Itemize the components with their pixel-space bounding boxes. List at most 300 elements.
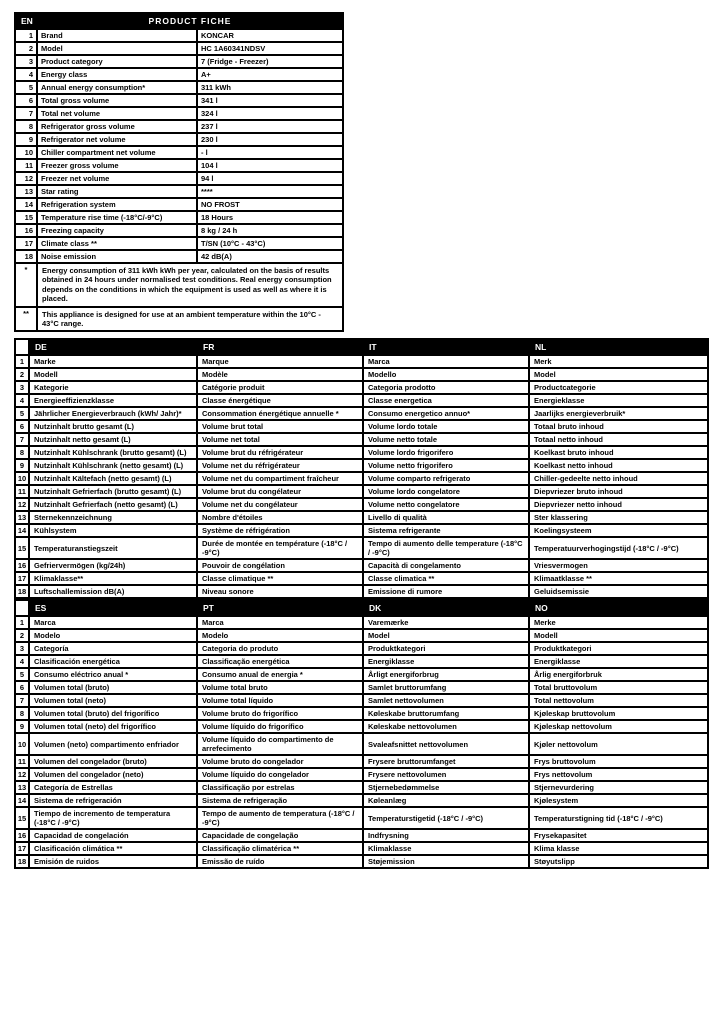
row-value: **** xyxy=(197,185,343,198)
translation-header-row xyxy=(15,339,708,355)
translation-cell: Jaarlijks energieverbruik* xyxy=(529,407,708,420)
translation-cell: Model xyxy=(363,629,529,642)
translation-cell: Svaleafsnittet nettovolumen xyxy=(363,733,529,755)
translation-cell: Modell xyxy=(29,368,197,381)
language-code-dk: DK xyxy=(363,600,529,616)
row-label: Freezer net volume xyxy=(37,172,197,185)
row-number: 16 xyxy=(15,559,29,572)
translation-cell: Volume líquido do frigorífico xyxy=(197,720,363,733)
translation-cell: Diepvriezer bruto inhoud xyxy=(529,485,708,498)
translation-cell: Consommation énergétique annuelle * xyxy=(197,407,363,420)
translation-cell: Volumen total (neto) xyxy=(29,694,197,707)
translations-table-es-pt-dk-no xyxy=(14,599,709,869)
translation-cell: Model xyxy=(529,368,708,381)
translation-row xyxy=(15,794,708,807)
translation-cell: Kjøler nettovolum xyxy=(529,733,708,755)
translation-row xyxy=(15,446,708,459)
language-code-nl: NL xyxy=(529,339,708,355)
translation-row xyxy=(15,407,708,420)
translation-row xyxy=(15,381,708,394)
translation-cell: Årligt energiforbrug xyxy=(363,668,529,681)
translation-cell: Ster klassering xyxy=(529,511,708,524)
en-fiche-row xyxy=(15,172,343,185)
translation-cell: Emissão de ruído xyxy=(197,855,363,868)
row-number: 14 xyxy=(15,794,29,807)
translation-row xyxy=(15,707,708,720)
en-fiche-row xyxy=(15,198,343,211)
translation-row xyxy=(15,681,708,694)
language-code-de: DE xyxy=(29,339,197,355)
row-value: HC 1A60341NDSV xyxy=(197,42,343,55)
translation-cell: Temperatuurverhogingstijd (-18°C / -9°C) xyxy=(529,537,708,559)
translation-cell: Pouvoir de congélation xyxy=(197,559,363,572)
translation-cell: Volumen del congelador (neto) xyxy=(29,768,197,781)
row-number: 17 xyxy=(15,237,37,250)
row-number: 12 xyxy=(15,172,37,185)
translation-row xyxy=(15,433,708,446)
translation-cell: Totaal netto inhoud xyxy=(529,433,708,446)
row-value: 18 Hours xyxy=(197,211,343,224)
row-number: 11 xyxy=(15,159,37,172)
translation-cell: Consumo eléctrico anual * xyxy=(29,668,197,681)
row-number: 18 xyxy=(15,250,37,263)
translation-cell: Durée de montée en température (-18°C / -9°C) xyxy=(197,537,363,559)
translation-cell: Koelkast netto inhoud xyxy=(529,459,708,472)
row-label: Climate class ** xyxy=(37,237,197,250)
translation-row xyxy=(15,807,708,829)
en-fiche-row xyxy=(15,237,343,250)
translation-cell: Volume netto congelatore xyxy=(363,498,529,511)
language-code-it: IT xyxy=(363,339,529,355)
translation-row xyxy=(15,842,708,855)
translation-cell: Volume lordo frigorifero xyxy=(363,446,529,459)
translation-cell: Samlet bruttorumfang xyxy=(363,681,529,694)
translation-row xyxy=(15,585,708,598)
en-fiche-row xyxy=(15,211,343,224)
corner-cell xyxy=(15,600,29,616)
row-number: 16 xyxy=(15,224,37,237)
translation-cell: Merk xyxy=(529,355,708,368)
row-number: 2 xyxy=(15,629,29,642)
language-code-en: EN xyxy=(15,13,37,29)
translation-cell: Classe energetica xyxy=(363,394,529,407)
translation-cell: Classe climatique ** xyxy=(197,572,363,585)
translation-cell: Volume total líquido xyxy=(197,694,363,707)
translation-cell: Volume net du compartiment fraîcheur xyxy=(197,472,363,485)
row-number: 10 xyxy=(15,146,37,159)
translation-cell: Volume líquido do compartimento de arrefecimento xyxy=(197,733,363,755)
translation-row xyxy=(15,511,708,524)
translation-cell: Volume netto frigorifero xyxy=(363,459,529,472)
translation-cell: Marca xyxy=(197,616,363,629)
translation-row xyxy=(15,498,708,511)
row-number: 12 xyxy=(15,498,29,511)
translation-cell: Catégorie produit xyxy=(197,381,363,394)
translation-cell: Marca xyxy=(29,616,197,629)
row-number: 18 xyxy=(15,585,29,598)
en-fiche-row xyxy=(15,185,343,198)
row-label: Total gross volume xyxy=(37,94,197,107)
row-number: 7 xyxy=(15,107,37,120)
row-number: 3 xyxy=(15,55,37,68)
translation-cell: Sistema de refrigeración xyxy=(29,794,197,807)
translation-cell: Nutzinhalt Kühlschrank (brutto gesamt) (L) xyxy=(29,446,197,459)
translation-cell: Geluidsemissie xyxy=(529,585,708,598)
row-label: Brand xyxy=(37,29,197,42)
translation-cell: Volume total bruto xyxy=(197,681,363,694)
row-number: 13 xyxy=(15,185,37,198)
row-label: Refrigeration system xyxy=(37,198,197,211)
translation-row xyxy=(15,485,708,498)
translation-cell: Sistema refrigerante xyxy=(363,524,529,537)
translation-cell: Frysere nettovolumen xyxy=(363,768,529,781)
translation-cell: Volume brut du congélateur xyxy=(197,485,363,498)
row-number: 6 xyxy=(15,681,29,694)
translation-cell: Volume lordo totale xyxy=(363,420,529,433)
row-value: 237 l xyxy=(197,120,343,133)
en-table-header-row xyxy=(15,13,343,29)
translation-cell: Temperaturstigetid (-18°C / -9°C) xyxy=(363,807,529,829)
translation-cell: Sistema de refrigeração xyxy=(197,794,363,807)
en-fiche-row xyxy=(15,133,343,146)
translation-cell: Nutzinhalt Gefrierfach (netto gesamt) (L) xyxy=(29,498,197,511)
row-label: Noise emission xyxy=(37,250,197,263)
translation-cell: Kjøleskap nettovolum xyxy=(529,720,708,733)
translation-cell: Energiklasse xyxy=(363,655,529,668)
translation-cell: Volume líquido do congelador xyxy=(197,768,363,781)
translation-row xyxy=(15,629,708,642)
row-number: 1 xyxy=(15,355,29,368)
row-number: 9 xyxy=(15,459,29,472)
translation-cell: Temperaturanstiegszeit xyxy=(29,537,197,559)
translation-cell: Volumen del congelador (bruto) xyxy=(29,755,197,768)
row-number: 9 xyxy=(15,133,37,146)
row-label: Refrigerator gross volume xyxy=(37,120,197,133)
en-fiche-row xyxy=(15,159,343,172)
translation-cell: Samlet nettovolumen xyxy=(363,694,529,707)
translation-cell: Categoria prodotto xyxy=(363,381,529,394)
translation-cell: Koelingsysteem xyxy=(529,524,708,537)
translation-cell: Varemærke xyxy=(363,616,529,629)
translation-cell: Frys bruttovolum xyxy=(529,755,708,768)
translation-cell: Volumen (neto) compartimento enfriador xyxy=(29,733,197,755)
translation-cell: Classificação energética xyxy=(197,655,363,668)
translation-cell: Système de réfrigération xyxy=(197,524,363,537)
row-value: T/SN (10°C - 43°C) xyxy=(197,237,343,250)
language-code-no: NO xyxy=(529,600,708,616)
translation-row xyxy=(15,755,708,768)
translation-row xyxy=(15,472,708,485)
translation-cell: Luftschallemission dB(A) xyxy=(29,585,197,598)
en-fiche-footnote-row xyxy=(15,263,343,307)
translation-cell: Køleanlæg xyxy=(363,794,529,807)
en-fiche-row xyxy=(15,224,343,237)
row-number: 15 xyxy=(15,537,29,559)
row-label: Temperature rise time (-18°C/-9°C) xyxy=(37,211,197,224)
translation-cell: Sternekennzeichnung xyxy=(29,511,197,524)
en-fiche-row xyxy=(15,42,343,55)
translation-cell: Køleskabe nettovolumen xyxy=(363,720,529,733)
translation-cell: Capacità di congelamento xyxy=(363,559,529,572)
translation-row xyxy=(15,420,708,433)
row-number: 9 xyxy=(15,720,29,733)
row-number: 3 xyxy=(15,381,29,394)
row-number: 1 xyxy=(15,29,37,42)
translation-row xyxy=(15,768,708,781)
translation-cell: Categoría xyxy=(29,642,197,655)
row-number: 2 xyxy=(15,42,37,55)
row-number: 15 xyxy=(15,807,29,829)
row-label: Total net volume xyxy=(37,107,197,120)
translation-cell: Tempo de aumento de temperatura (-18°C / -9°C) xyxy=(197,807,363,829)
row-number: 6 xyxy=(15,420,29,433)
translation-cell: Modell xyxy=(529,629,708,642)
translation-cell: Kategorie xyxy=(29,381,197,394)
translation-row xyxy=(15,655,708,668)
translation-cell: Frysekapasitet xyxy=(529,829,708,842)
translation-cell: Indfrysning xyxy=(363,829,529,842)
row-value: 311 kWh xyxy=(197,81,343,94)
row-number: 11 xyxy=(15,755,29,768)
translation-row xyxy=(15,368,708,381)
en-fiche-row xyxy=(15,81,343,94)
translation-cell: Consumo energetico annuo* xyxy=(363,407,529,420)
row-label: Annual energy consumption* xyxy=(37,81,197,94)
translation-cell: Frys nettovolum xyxy=(529,768,708,781)
en-fiche-row xyxy=(15,55,343,68)
translation-cell: Volumen total (bruto) xyxy=(29,681,197,694)
row-number: 2 xyxy=(15,368,29,381)
translation-row xyxy=(15,642,708,655)
translation-cell: Kjøleskap bruttovolum xyxy=(529,707,708,720)
translation-cell: Volume brut du réfrigérateur xyxy=(197,446,363,459)
row-label: Energy class xyxy=(37,68,197,81)
translation-cell: Klimaatklasse ** xyxy=(529,572,708,585)
en-fiche-footnote-row xyxy=(15,307,343,332)
en-fiche-row xyxy=(15,107,343,120)
translation-cell: Total bruttovolum xyxy=(529,681,708,694)
translation-cell: Volumen total (neto) del frigorífico xyxy=(29,720,197,733)
row-number: 8 xyxy=(15,120,37,133)
translation-cell: Årlig energiforbruk xyxy=(529,668,708,681)
row-number: 15 xyxy=(15,211,37,224)
translation-cell: Tiempo de incremento de temperatura (-18°C / -9°C) xyxy=(29,807,197,829)
translation-cell: Categoría de Estrellas xyxy=(29,781,197,794)
en-fiche-row xyxy=(15,94,343,107)
translation-row xyxy=(15,355,708,368)
translation-cell: Livello di qualità xyxy=(363,511,529,524)
translation-cell: Chiller-gedeelte netto inhoud xyxy=(529,472,708,485)
translation-cell: Volume bruto do frigorífico xyxy=(197,707,363,720)
row-number: 7 xyxy=(15,694,29,707)
row-number: 11 xyxy=(15,485,29,498)
translation-cell: Tempo di aumento delle temperature (-18°C / -9°C) xyxy=(363,537,529,559)
row-label: Star rating xyxy=(37,185,197,198)
row-value: KONCAR xyxy=(197,29,343,42)
translation-cell: Classificação climatérica ** xyxy=(197,842,363,855)
row-number: 13 xyxy=(15,781,29,794)
translation-cell: Marca xyxy=(363,355,529,368)
row-value: - l xyxy=(197,146,343,159)
translation-cell: Energieeffizienzklasse xyxy=(29,394,197,407)
translation-cell: Støjemission xyxy=(363,855,529,868)
language-code-pt: PT xyxy=(197,600,363,616)
row-number: 18 xyxy=(15,855,29,868)
translation-cell: Total nettovolum xyxy=(529,694,708,707)
row-number: 8 xyxy=(15,446,29,459)
translation-row xyxy=(15,694,708,707)
translation-cell: Modelo xyxy=(29,629,197,642)
row-label: Model xyxy=(37,42,197,55)
row-number: 4 xyxy=(15,655,29,668)
en-fiche-row xyxy=(15,250,343,263)
row-number: 10 xyxy=(15,733,29,755)
translation-row xyxy=(15,572,708,585)
en-product-fiche-table xyxy=(14,12,344,332)
translation-cell: Klimaklasse** xyxy=(29,572,197,585)
row-value: 230 l xyxy=(197,133,343,146)
row-number: 5 xyxy=(15,668,29,681)
translation-cell: Energiklasse xyxy=(529,655,708,668)
row-number: 4 xyxy=(15,394,29,407)
row-number: 17 xyxy=(15,842,29,855)
translation-cell: Capacidad de congelación xyxy=(29,829,197,842)
translation-cell: Volume comparto refrigerato xyxy=(363,472,529,485)
translation-cell: Kühlsystem xyxy=(29,524,197,537)
footnote-text: This appliance is designed for use at an ambient temperature within the 10°C - 43°C range. xyxy=(37,307,343,332)
row-number: 3 xyxy=(15,642,29,655)
translation-cell: Volume net du congélateur xyxy=(197,498,363,511)
row-value: 8 kg / 24 h xyxy=(197,224,343,237)
row-number: 10 xyxy=(15,472,29,485)
translation-cell: Koelkast bruto inhoud xyxy=(529,446,708,459)
translation-cell: Gefriervermögen (kg/24h) xyxy=(29,559,197,572)
translation-cell: Classe climatica ** xyxy=(363,572,529,585)
translation-cell: Støyutslipp xyxy=(529,855,708,868)
translation-cell: Productcategorie xyxy=(529,381,708,394)
translation-cell: Nutzinhalt brutto gesamt (L) xyxy=(29,420,197,433)
row-label: Product category xyxy=(37,55,197,68)
translation-cell: Volume brut total xyxy=(197,420,363,433)
translation-cell: Diepvriezer netto inhoud xyxy=(529,498,708,511)
translation-cell: Nombre d'étoiles xyxy=(197,511,363,524)
translation-cell: Klimaklasse xyxy=(363,842,529,855)
translation-cell: Emissione di rumore xyxy=(363,585,529,598)
translation-cell: Produktkategori xyxy=(363,642,529,655)
row-number: 5 xyxy=(15,81,37,94)
translation-cell: Nutzinhalt Gefrierfach (brutto gesamt) (L) xyxy=(29,485,197,498)
translation-cell: Produktkategori xyxy=(529,642,708,655)
translation-cell: Niveau sonore xyxy=(197,585,363,598)
translation-cell: Modello xyxy=(363,368,529,381)
translation-cell: Volumen total (bruto) del frigorífico xyxy=(29,707,197,720)
translations-table-de-fr-it-nl xyxy=(14,338,709,599)
en-fiche-row xyxy=(15,68,343,81)
language-code-es: ES xyxy=(29,600,197,616)
translation-row xyxy=(15,559,708,572)
row-number: 12 xyxy=(15,768,29,781)
translation-row xyxy=(15,459,708,472)
row-number: 13 xyxy=(15,511,29,524)
corner-cell xyxy=(15,339,29,355)
translation-cell: Volume lordo congelatore xyxy=(363,485,529,498)
translation-cell: Consumo anual de energia * xyxy=(197,668,363,681)
row-number: 17 xyxy=(15,572,29,585)
translation-cell: Clasificación climática ** xyxy=(29,842,197,855)
language-code-fr: FR xyxy=(197,339,363,355)
row-number: 4 xyxy=(15,68,37,81)
translation-cell: Capacidade de congelação xyxy=(197,829,363,842)
translation-cell: Classe énergétique xyxy=(197,394,363,407)
translation-cell: Nutzinhalt netto gesamt (L) xyxy=(29,433,197,446)
row-value: A+ xyxy=(197,68,343,81)
row-value: 94 l xyxy=(197,172,343,185)
translation-cell: Categoria do produto xyxy=(197,642,363,655)
translation-cell: Modelo xyxy=(197,629,363,642)
translation-row xyxy=(15,524,708,537)
row-value: 42 dB(A) xyxy=(197,250,343,263)
footnote-marker: ** xyxy=(15,307,37,332)
row-number: 5 xyxy=(15,407,29,420)
translation-cell: Volume net du réfrigérateur xyxy=(197,459,363,472)
row-label: Chiller compartment net volume xyxy=(37,146,197,159)
row-value: 104 l xyxy=(197,159,343,172)
row-number: 6 xyxy=(15,94,37,107)
translation-row xyxy=(15,781,708,794)
translation-cell: Nutzinhalt Kühlschrank (netto gesamt) (L) xyxy=(29,459,197,472)
row-number: 1 xyxy=(15,616,29,629)
en-fiche-row xyxy=(15,29,343,42)
translation-cell: Køleskabe bruttorumfang xyxy=(363,707,529,720)
translation-cell: Temperaturstigning tid (-18°C / -9°C) xyxy=(529,807,708,829)
row-number: 16 xyxy=(15,829,29,842)
footnote-text: Energy consumption of 311 kWh kWh per year, calculated on the basis of results obtained in 24 hours under normalised test conditions. Real energy consumption depends on the conditions in which the equipment is used as well as where it is placed. xyxy=(37,263,343,307)
translation-cell: Marke xyxy=(29,355,197,368)
translation-cell: Volume net total xyxy=(197,433,363,446)
row-value: 341 l xyxy=(197,94,343,107)
translation-cell: Merke xyxy=(529,616,708,629)
row-number: 8 xyxy=(15,707,29,720)
translation-cell: Volume netto totale xyxy=(363,433,529,446)
row-value: NO FROST xyxy=(197,198,343,211)
translation-cell: Marque xyxy=(197,355,363,368)
en-fiche-row xyxy=(15,146,343,159)
translation-row xyxy=(15,616,708,629)
translation-cell: Vriesvermogen xyxy=(529,559,708,572)
translation-row xyxy=(15,394,708,407)
translation-header-row xyxy=(15,600,708,616)
translation-cell: Frysere bruttorumfanget xyxy=(363,755,529,768)
row-label: Freezing capacity xyxy=(37,224,197,237)
translation-cell: Modèle xyxy=(197,368,363,381)
translation-cell: Classificação por estrelas xyxy=(197,781,363,794)
translation-row xyxy=(15,720,708,733)
row-number: 14 xyxy=(15,198,37,211)
translation-cell: Stjernebedømmelse xyxy=(363,781,529,794)
translation-row xyxy=(15,668,708,681)
translation-cell: Emisión de ruidos xyxy=(29,855,197,868)
row-value: 7 (Fridge - Freezer) xyxy=(197,55,343,68)
translation-row xyxy=(15,855,708,868)
row-value: 324 l xyxy=(197,107,343,120)
translation-cell: Stjernevurdering xyxy=(529,781,708,794)
translation-cell: Klima klasse xyxy=(529,842,708,855)
translation-cell: Energieklasse xyxy=(529,394,708,407)
translation-row xyxy=(15,537,708,559)
row-number: 14 xyxy=(15,524,29,537)
translation-cell: Volume bruto do congelador xyxy=(197,755,363,768)
translation-cell: Clasificación energética xyxy=(29,655,197,668)
